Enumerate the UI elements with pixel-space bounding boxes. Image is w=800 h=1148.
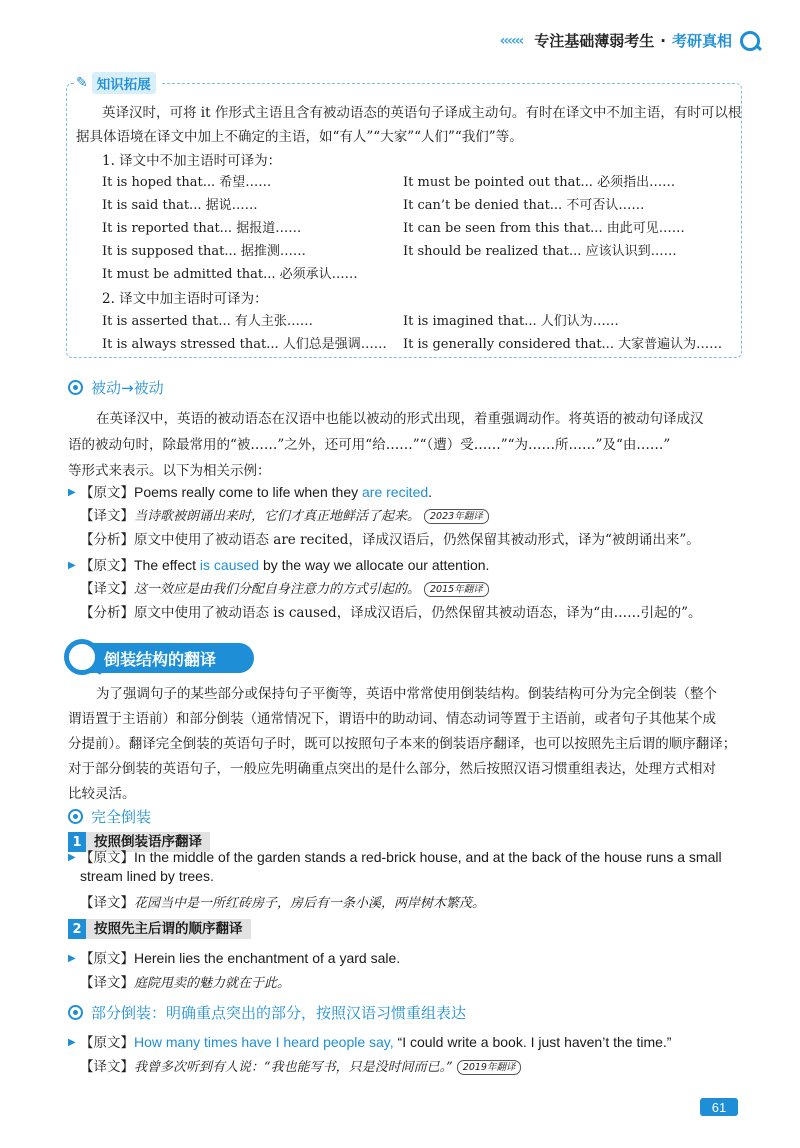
ex1-tr-text: 当诗歌被朗诵出来时，它们才真正地鲜活了起来。 <box>134 509 421 524</box>
m2-original <box>80 947 400 967</box>
method1-text: 按照倒装语序翻译 <box>86 832 210 852</box>
method2-text: 按照先主后谓的顺序翻译 <box>86 919 251 939</box>
m2-translation <box>80 971 290 991</box>
m1-orig-line2: stream lined by trees. <box>80 868 214 884</box>
page-number: 61 <box>700 1098 738 1116</box>
bullet-icon: ▶ <box>68 852 76 863</box>
p-orig-label: 【原文】 <box>80 1035 134 1051</box>
ex1-orig-label: 【原文】 <box>80 485 134 501</box>
knowledge-intro-line2: 据具体语境在译文中加上不确定的主语，如“有人”“大家”“人们”“我们”等。 <box>76 129 523 145</box>
m2-tr-text: 庭院甩卖的魅力就在于此。 <box>134 976 291 991</box>
m2-orig-text: Herein lies the enchantment of a yard sale. <box>134 950 401 966</box>
ex2-year-tag: 2015年翻译 <box>424 582 489 597</box>
brand-name: 考研真相 <box>671 32 732 50</box>
inversion-p5: 比较灵活。 <box>68 786 136 802</box>
section-title-text: 倒装结构的翻译 <box>104 649 217 669</box>
list1-right-2: It can be seen from this that... 由此可见…… <box>403 221 685 236</box>
list1-left-3: It is supposed that... 据推测…… <box>102 244 306 259</box>
knowledge-tag <box>74 72 162 94</box>
list2-right-0: It is imagined that... 人们认为…… <box>403 314 619 329</box>
full-inversion-heading <box>68 806 151 827</box>
inversion-p2: 谓语置于主语前）和部分倒装（通常情况下，谓语中的助动词、情态动词等置于主语前，或者句子其他某个成 <box>68 711 716 727</box>
p-year-tag: 2019年翻译 <box>457 1060 522 1075</box>
tag-mark-icon: ✎ <box>76 75 88 91</box>
passive-para3: 等形式来表示。以下为相关示例： <box>68 463 271 479</box>
partial-inversion-heading-text: 部分倒装：明确重点突出的部分，按照汉语习惯重组表达 <box>91 1004 467 1022</box>
ex2-orig-post: by the way we allocate our attention. <box>259 557 490 573</box>
ex1-year-tag: 2023年翻译 <box>424 509 489 524</box>
m1-orig-line1: In the middle of the garden stands a red-brick house, and at the back of the house runs a small <box>134 849 722 865</box>
ex2-orig-pre: The effect <box>134 557 200 573</box>
list1-right-1: It can’t be denied that... 不可否认…… <box>403 198 645 213</box>
ex2-orig-label: 【原文】 <box>80 558 134 574</box>
ex2-translation <box>80 577 489 597</box>
m2-tr-label: 【译文】 <box>80 975 134 991</box>
ex1-orig-highlight: are recited <box>362 484 429 500</box>
header-separator: · <box>660 31 666 50</box>
list2-right-1: It is generally considered that... 大家普遍认为…… <box>403 337 723 352</box>
knowledge-sub1: 1. 译文中不加主语时可译为： <box>102 153 282 169</box>
partial-inversion-heading <box>68 1002 466 1023</box>
p-tr-text: 我曾多次听到有人说：“我也能写书，只是没时间而已。” <box>134 1060 453 1075</box>
ex1-orig-post: . <box>428 484 433 500</box>
m1-original <box>80 846 722 866</box>
p-orig-post: “I could write a book. I just haven’t the time.” <box>393 1034 672 1050</box>
inversion-p1: 为了强调句子的某些部分或保持句子平衡等，英语中常常使用倒装结构。倒装结构可分为完全倒装（整个 <box>96 686 717 702</box>
passive-heading <box>68 377 164 398</box>
m1-tr-label: 【译文】 <box>80 895 134 911</box>
section-title-inversion <box>68 643 254 673</box>
list2-left-0: It is asserted that... 有人主张…… <box>102 314 313 329</box>
ex2-analysis <box>80 601 702 621</box>
p-orig-highlight: How many times have I heard people say, <box>134 1034 394 1050</box>
passive-heading-text: 被动→被动 <box>91 379 164 397</box>
target-circle-icon <box>68 809 83 824</box>
page-header <box>500 30 760 51</box>
target-circle-icon <box>68 1005 83 1020</box>
ex1-an-text: 原文中使用了被动语态 are recited，译成汉语后，仍然保留其被动形式，译为“被朗诵出来”。 <box>134 532 700 548</box>
p-tr-label: 【译文】 <box>80 1059 134 1075</box>
ex1-original <box>80 481 432 501</box>
list1-left-1: It is said that... 据说…… <box>102 198 258 213</box>
inversion-p3: 分提前）。翻译完全倒装的英语句子时，既可以按照句子本来的倒装语序翻译，也可以按照先主后谓的顺序翻译； <box>68 736 737 752</box>
list2-left-1: It is always stressed that... 人们总是强调…… <box>102 337 387 352</box>
list1-left-0: It is hoped that... 希望…… <box>102 175 272 190</box>
ex1-translation <box>80 504 489 524</box>
m1-translation <box>80 891 485 911</box>
ex2-orig-highlight: is caused <box>199 557 260 573</box>
partial-original <box>80 1031 671 1051</box>
knowledge-intro-line1: 英译汉时，可将 it 作形式主语且含有被动语态的英语句子译成主动句。有时在译文中不加主语，有时可以根 <box>102 105 742 121</box>
list1-right-0: It must be pointed out that... 必须指出…… <box>403 175 676 190</box>
m1-tr-text: 花园当中是一所红砖房子，房后有一条小溪，两岸树木繁茂。 <box>134 896 486 911</box>
ex1-analysis <box>80 528 700 548</box>
ex2-original <box>80 554 489 574</box>
magnifier-icon <box>64 639 100 675</box>
partial-translation <box>80 1055 521 1075</box>
bullet-icon: ▶ <box>68 1037 76 1048</box>
bullet-icon: ▶ <box>68 560 76 571</box>
ex1-an-label: 【分析】 <box>80 532 134 548</box>
method2-number: 2 <box>68 919 86 939</box>
target-circle-icon <box>68 380 83 395</box>
knowledge-sub2: 2. 译文中加主语时可译为： <box>102 291 268 307</box>
method2-label <box>68 919 251 939</box>
list1-right-3: It should be realized that... 应该认识到…… <box>403 244 677 259</box>
method1-number: 1 <box>68 832 86 852</box>
m1-orig-label: 【原文】 <box>80 850 134 866</box>
bullet-icon: ▶ <box>68 953 76 964</box>
ex2-tr-label: 【译文】 <box>80 581 134 597</box>
ex1-orig-pre: Poems really come to life when they <box>134 484 362 500</box>
passive-para2: 语的被动句时，除最常用的“被……”之外，还可用“给……”“（遭）受……”“为……所……”及“由……” <box>68 437 671 453</box>
ex2-an-label: 【分析】 <box>80 605 134 621</box>
list1-left-2: It is reported that... 据报道…… <box>102 221 302 236</box>
ex2-tr-text: 这一效应是由我们分配自身注意力的方式引起的。 <box>134 582 421 597</box>
list1-left-4: It must be admitted that... 必须承认…… <box>102 267 358 282</box>
knowledge-tag-label: 知识拓展 <box>92 72 156 94</box>
full-inversion-heading-text: 完全倒装 <box>91 808 152 826</box>
ex1-tr-label: 【译文】 <box>80 508 134 524</box>
series-name: 专注基础薄弱考生 <box>534 32 655 50</box>
magnifier-logo-icon <box>740 31 760 51</box>
ex2-an-text: 原文中使用了被动语态 is caused，译成汉语后，仍然保留其被动语态，译为“由……引起的”。 <box>134 605 702 621</box>
inversion-p4: 对于部分倒装的英语句子，一般应先明确重点突出的是什么部分，然后按照汉语习惯重组表达，处理方式相对 <box>68 761 716 777</box>
m2-orig-label: 【原文】 <box>80 951 134 967</box>
passive-para1: 在英译汉中，英语的被动语态在汉语中也能以被动的形式出现，着重强调动作。将英语的被动句译成汉 <box>96 411 704 427</box>
bullet-icon: ▶ <box>68 487 76 498</box>
chevron-arrows-icon: ‹‹‹‹‹‹ <box>499 32 523 49</box>
